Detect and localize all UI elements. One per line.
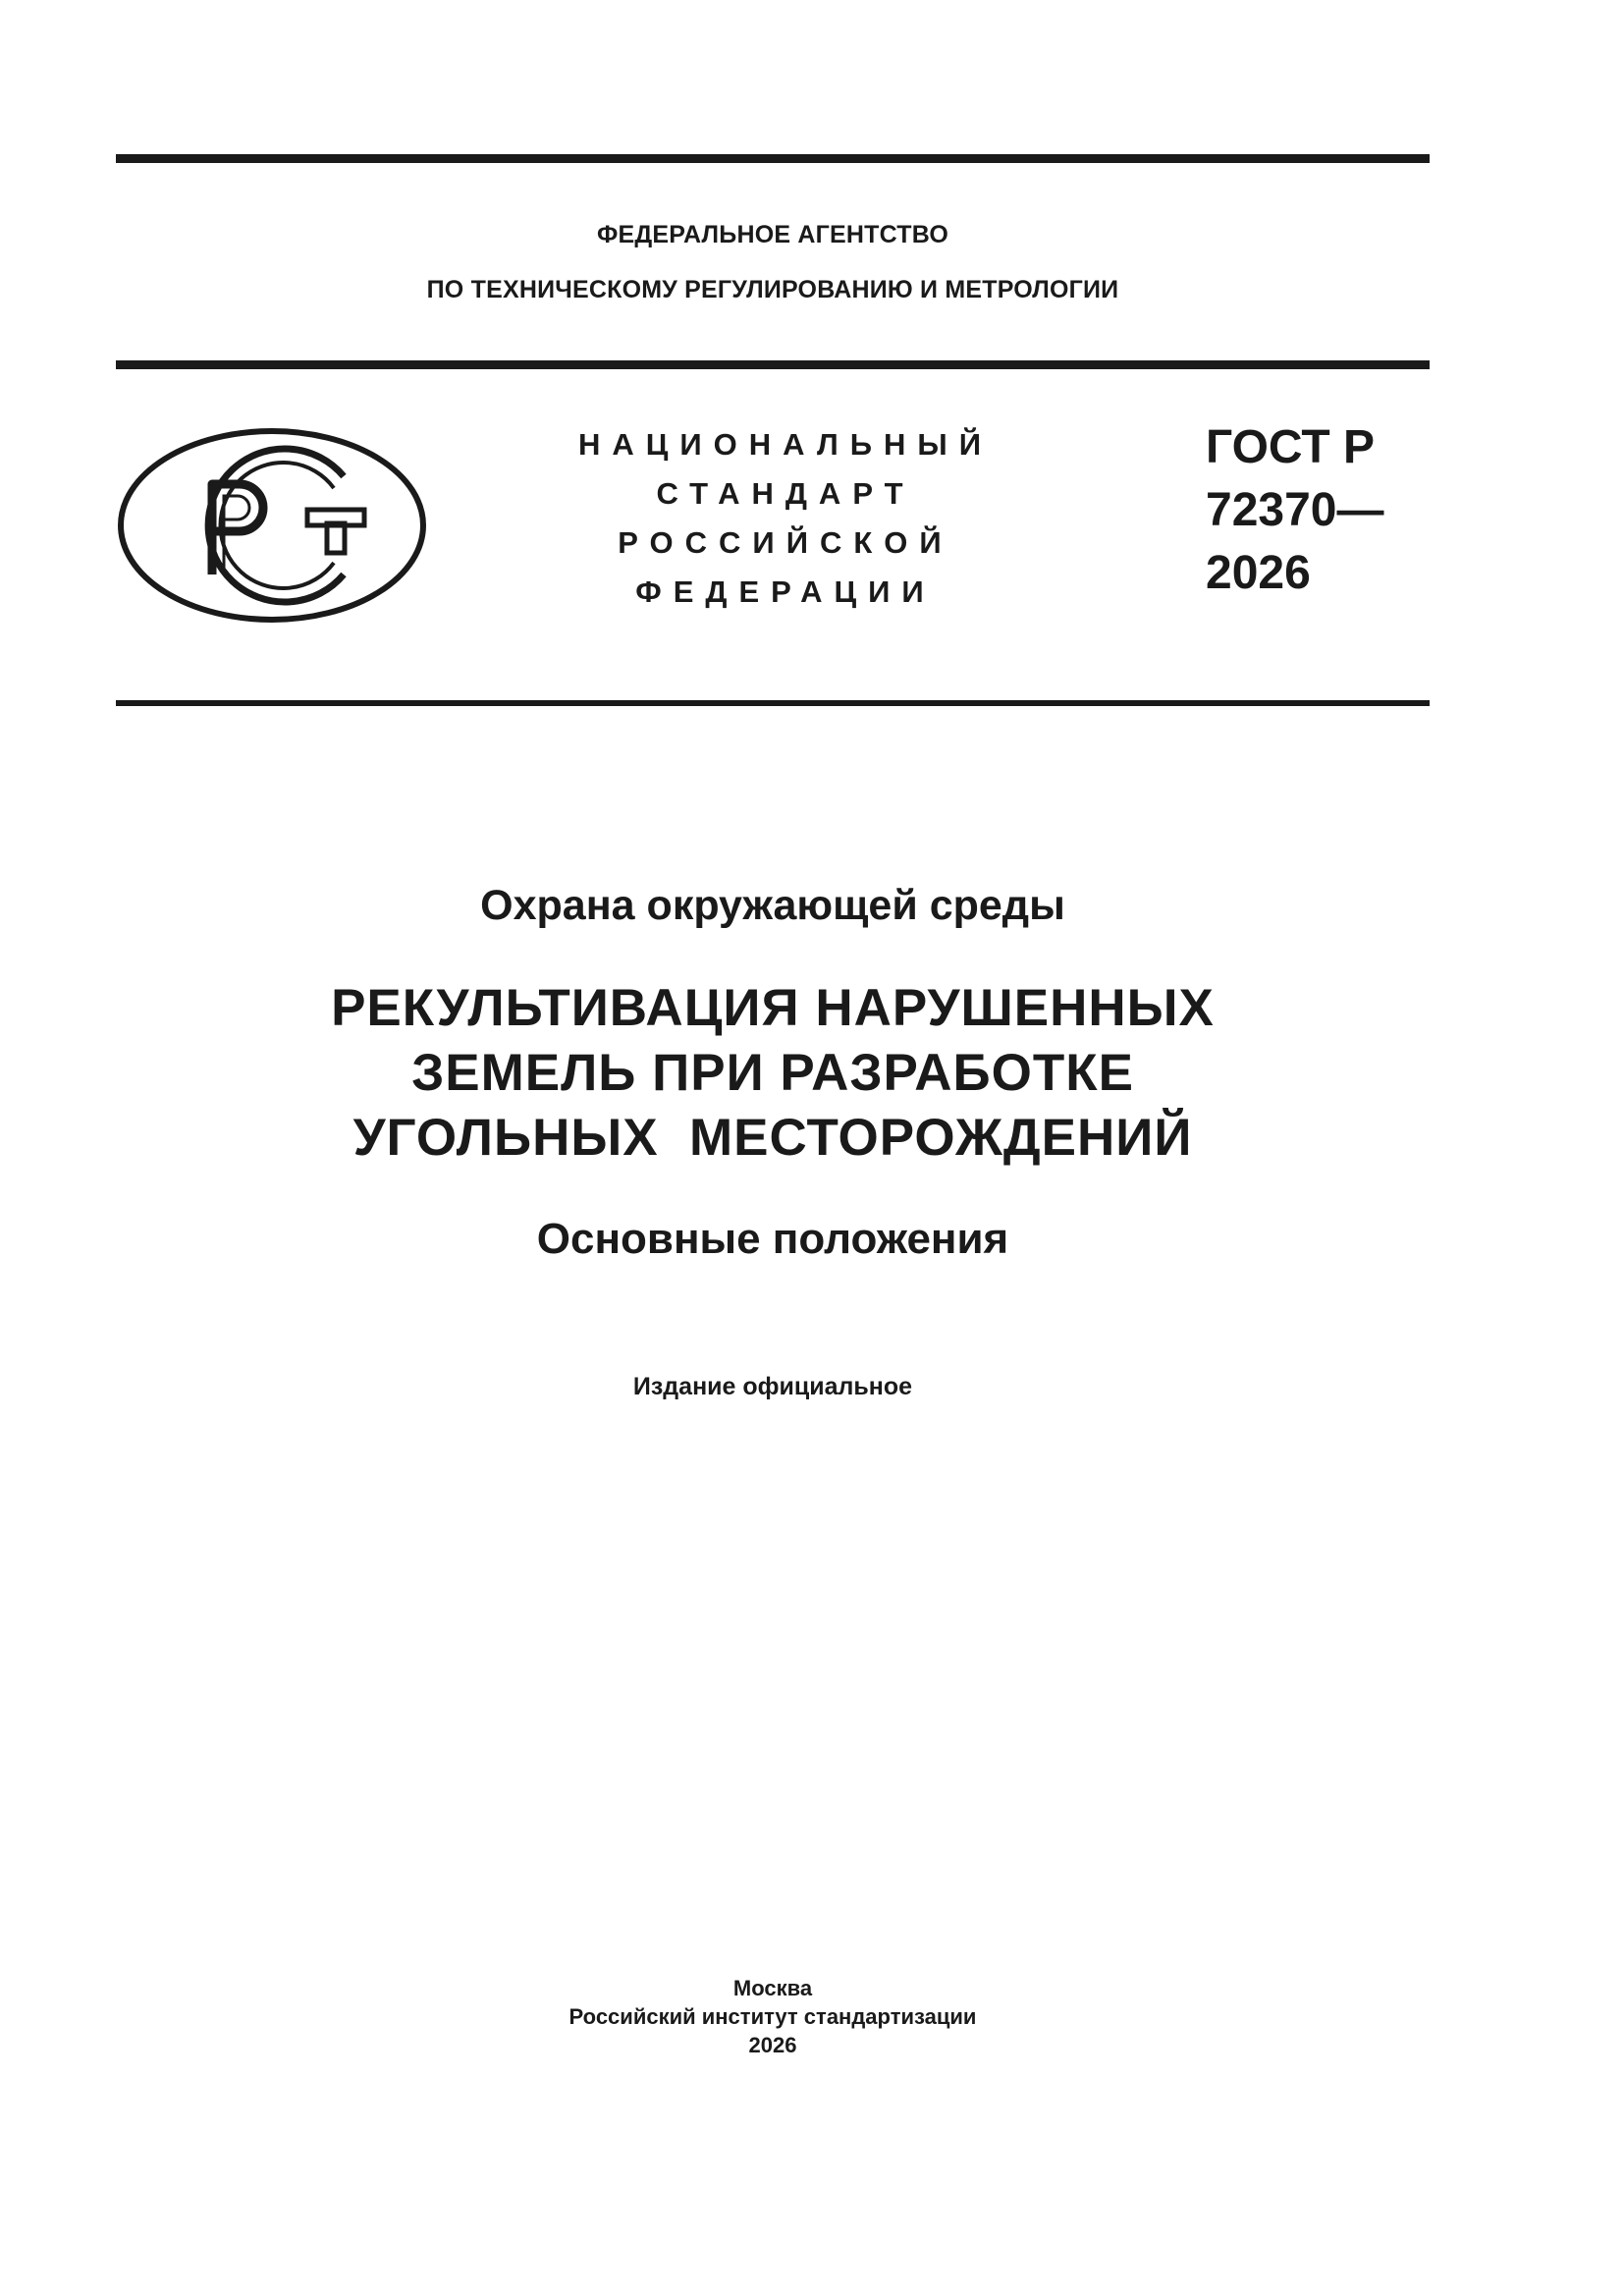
- agency-line-1: ФЕДЕРАЛЬНОЕ АГЕНТСТВО: [597, 221, 948, 248]
- national-standard-label: [550, 420, 1021, 617]
- national-standard-line-1: НАЦИОНАЛЬНЫЙ: [577, 427, 994, 462]
- national-standard-line-2: СТАНДАРТ: [656, 476, 915, 511]
- title-line-2: ЗЕМЕЛЬ ПРИ РАЗРАБОТКЕ: [411, 1044, 1134, 1102]
- imprint-year: 2026: [748, 2033, 797, 2057]
- header-bottom-rule: [116, 700, 1430, 706]
- national-standard-line-4: ФЕДЕРАЦИИ: [635, 574, 936, 609]
- imprint-publisher: Российский институт стандартизации: [568, 2004, 977, 2029]
- designation-line-2: 72370—: [1206, 484, 1384, 536]
- standard-designation: [1206, 416, 1383, 605]
- agency-rule: [116, 360, 1430, 369]
- title-line-1: РЕКУЛЬТИВАЦИЯ НАРУШЕННЫХ: [331, 979, 1215, 1037]
- agency-line-2: ПО ТЕХНИЧЕСКОМУ РЕГУЛИРОВАНИЮ И МЕТРОЛОГИИ: [426, 276, 1119, 303]
- edition-label: Издание официальное: [632, 1373, 913, 1400]
- document-subtitle: Основные положения: [536, 1215, 1009, 1263]
- imprint-city: Москва: [732, 1976, 813, 2000]
- designation-line-1: ГОСТ Р: [1206, 421, 1376, 473]
- rst-certification-mark-icon: [116, 427, 428, 624]
- top-rule: [116, 154, 1430, 163]
- designation-line-3: 2026: [1206, 547, 1311, 599]
- national-standard-line-3: РОССИЙСКОЙ: [618, 525, 953, 560]
- title-line-3: УГОЛЬНЫХ МЕСТОРОЖДЕНИЙ: [352, 1109, 1193, 1167]
- document-subject: Охрана окружающей среды: [480, 882, 1065, 929]
